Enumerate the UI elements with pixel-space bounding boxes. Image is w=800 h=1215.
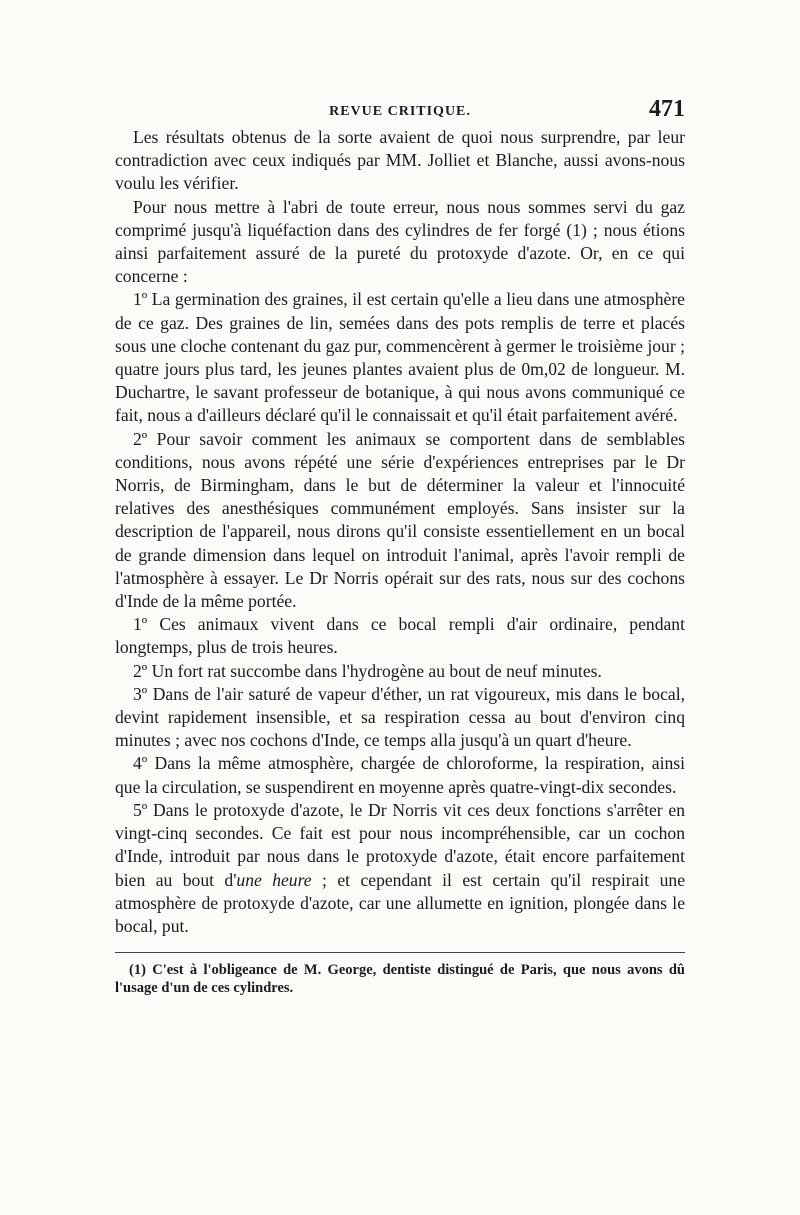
paragraph-method: Pour nous mettre à l'abri de toute erreur, nous nous sommes servi du gaz comprimé jusqu'à liquéfaction dans des cylindres de fer forgé (1) ; nous étions ainsi parfaitement assuré de la pureté du protoxyde d'azote. Or, en ce qui concerne : <box>115 196 685 287</box>
paragraph-animals: 2º Pour savoir comment les animaux se comportent dans de semblables conditions, nous avons répété une série d'expériences entreprises par le Dr Norris, de Birmingham, dans le but de déterminer la valeur et l'innocuité relatives des anesthésiques communément employés. Sans insister sur la description de l'appareil, nous dirons qu'il consiste essentiellement en un bocal de grande dimension dans lequel on introduit l'animal, après l'avoir rempli de l'atmosphère à essayer. Le Dr Norris opérait sur des rats, nous sur des cochons d'Inde de la même portée. <box>115 428 685 612</box>
paragraph-experiment-5-start: 5º Dans le protoxyde d'azote, le Dr Norris vit ces deux fonctions s'arrêter en vingt-cinq secondes. Ce fait est pour nous incompréhensible, car un cochon d'Inde, introduit par nous dans le protoxyde d'azote, était encore parfaitement bien au bout d' <box>115 799 685 890</box>
paragraph-results: Les résultats obtenus de la sorte avaient de quoi nous surprendre, par leur contradiction avec ceux indiqués par MM. Jolliet et Blanche, aussi avons-nous voulu les vérifier. <box>115 127 685 194</box>
page-number: 471 <box>649 96 685 122</box>
document-page <box>115 96 685 997</box>
page-header <box>115 96 685 126</box>
emphasis-une-heure: une heure <box>236 869 312 890</box>
paragraph-experiment-5 <box>115 799 685 938</box>
running-head: REVUE CRITIQUE. <box>329 104 471 119</box>
footnote: (1) C'est à l'obligeance de M. George, dentiste distingué de Paris, que nous avons dû l'usage d'un de ces cylindres. <box>115 962 685 997</box>
paragraph-experiment-5-end: ; et cependant il est certain qu'il respirait une atmosphère de protoxyde d'azote, car une allumette en ignition, plongée dans le bocal, put. <box>115 869 686 936</box>
body-text <box>115 126 685 938</box>
paragraph-experiment-4: 4º Dans la même atmosphère, chargée de chloroforme, la respiration, ainsi que la circulation, se suspendirent en moyenne après quatre-vingt-dix secondes. <box>115 753 685 797</box>
paragraph-experiment-3: 3º Dans de l'air saturé de vapeur d'éther, un rat vigoureux, mis dans le bocal, devint rapidement insensible, et sa respiration cessa au bout d'environ cinq minutes ; avec nos cochons d'Inde, ce temps alla jusqu'à un quart d'heure. <box>115 683 685 751</box>
footnote-rule <box>115 952 685 953</box>
paragraph-experiment-1: 1º Ces animaux vivent dans ce bocal rempli d'air ordinaire, pendant longtemps, plus de trois heures. <box>115 614 685 658</box>
paragraph-germination: 1º La germination des graines, il est certain qu'elle a lieu dans une atmosphère de ce gaz. Des graines de lin, semées dans des pots remplis de terre et placés sous une cloche contenant du gaz pur, commencèrent à germer le troisième jour ; quatre jours plus tard, les jeunes plantes avaient plus de 0m,02 de longueur. M. Duchartre, le savant professeur de botanique, à qui nous avons communiqué ce fait, nous a d'ailleurs déclaré qu'il le connaissait et qu'il était parfaitement avéré. <box>115 289 685 426</box>
paragraph-experiment-2: 2º Un fort rat succombe dans l'hydrogène au bout de neuf minutes. <box>133 660 602 681</box>
